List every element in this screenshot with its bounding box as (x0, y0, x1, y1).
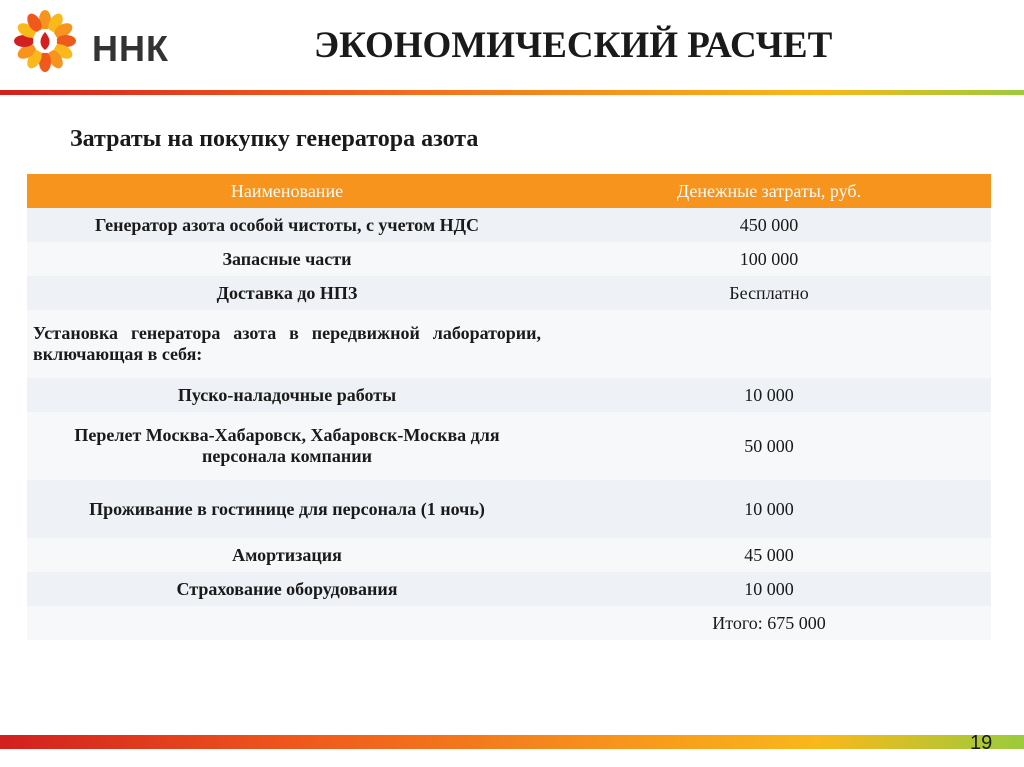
row-value: 50 000 (547, 412, 991, 480)
table-row (27, 208, 991, 242)
row-name: Перелет Москва-Хабаровск, Хабаровск-Москва для персонала компании (27, 412, 547, 480)
row-value: 100 000 (547, 242, 991, 276)
row-value: 45 000 (547, 538, 991, 572)
table-row (27, 538, 991, 572)
company-logo (10, 8, 180, 74)
table-header-row (27, 174, 991, 208)
row-value (547, 310, 991, 378)
table-row (27, 480, 991, 538)
column-header-name: Наименование (27, 174, 547, 208)
row-name: Запасные части (27, 242, 547, 276)
row-value: Бесплатно (547, 276, 991, 310)
sunburst-flame-icon (10, 8, 80, 74)
column-header-cost: Денежные затраты, руб. (547, 174, 991, 208)
costs-table (27, 174, 991, 640)
row-value: 10 000 (547, 572, 991, 606)
table-caption: Затраты на покупку генератора азота (70, 126, 479, 152)
row-value: 450 000 (547, 208, 991, 242)
row-name: Доставка до НПЗ (27, 276, 547, 310)
table-row (27, 572, 991, 606)
total-value: Итого: 675 000 (547, 606, 991, 640)
row-name: Проживание в гостинице для персонала (1 ночь) (27, 480, 547, 538)
row-value: 10 000 (547, 378, 991, 412)
table-row (27, 310, 991, 378)
footer-divider (0, 735, 1024, 749)
row-value: 10 000 (547, 480, 991, 538)
header-divider (0, 90, 1024, 95)
row-name (27, 606, 547, 640)
row-name: Установка генератора азота в передвижной лаборатории, включающая в себя: (27, 310, 547, 378)
table-row (27, 412, 991, 480)
table-row (27, 242, 991, 276)
total-row (27, 606, 991, 640)
logo-text: ННК (92, 28, 169, 69)
table-row (27, 276, 991, 310)
row-name: Генератор азота особой чистоты, с учетом НДС (27, 208, 547, 242)
row-name: Страхование оборудования (27, 572, 547, 606)
table-row (27, 378, 991, 412)
slide-title: ЭКОНОМИЧЕСКИЙ РАСЧЕТ (314, 25, 833, 66)
row-name: Пуско-наладочные работы (27, 378, 547, 412)
row-name: Амортизация (27, 538, 547, 572)
page-number: 19 (970, 732, 993, 754)
